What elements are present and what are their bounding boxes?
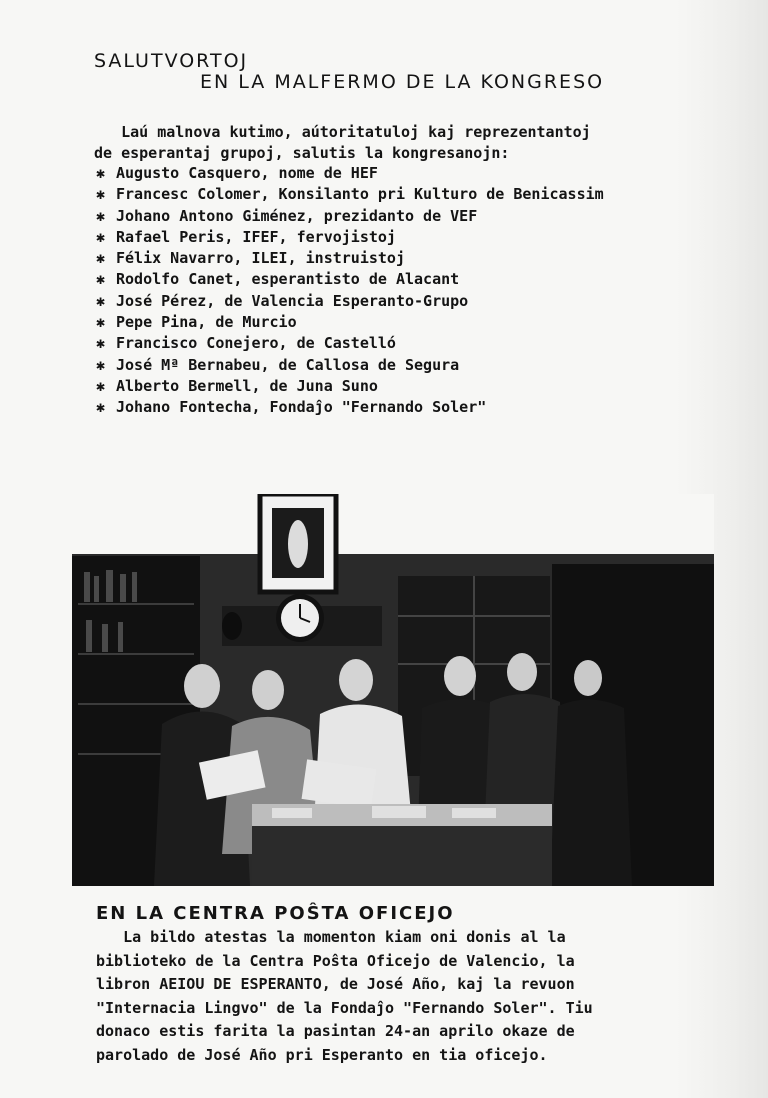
list-item: ✱ José Pérez, de Valencia Esperanto-Grupo [96,291,736,312]
asterisk-bullet-icon: ✱ [96,376,106,395]
asterisk-bullet-icon: ✱ [96,313,106,332]
asterisk-bullet-icon: ✱ [96,334,106,353]
section-heading: EN LA CENTRA POŜTA OFICEJO [96,903,455,924]
paragraph-line: "Internacia Lingvo" de la Fondaĵo "Fernando Soler". Tiu [96,998,593,1017]
list-item: ✱ Félix Navarro, ILEI, instruistoj [96,248,736,269]
group-photo-illustration [72,494,714,886]
list-item: ✱ Pepe Pina, de Murcio [96,312,736,333]
paragraph-line: La bildo atestas la momenton kiam oni donis al la [96,928,566,946]
list-item: ✱ José Mª Bernabeu, de Callosa de Segura [96,355,736,376]
paragraph-line: biblioteko de la Centra Poŝta Oficejo de Valencio, la [96,951,575,970]
list-item: ✱ Alberto Bermell, de Juna Suno [96,376,736,397]
asterisk-bullet-icon: ✱ [96,270,106,289]
list-item: ✱ Rodolfo Canet, esperantisto de Alacant [96,269,736,290]
asterisk-bullet-icon: ✱ [96,398,106,417]
page-title: SALUTVORTOJ [94,50,249,72]
greeters-list [96,163,736,419]
page-subtitle: EN LA MALFERMO DE LA KONGRESO [200,71,605,93]
asterisk-bullet-icon: ✱ [96,291,106,310]
asterisk-bullet-icon: ✱ [96,227,106,246]
asterisk-bullet-icon: ✱ [96,355,106,374]
intro-line: de esperantaj grupoj, salutis la kongresanojn: [94,144,510,162]
asterisk-bullet-icon: ✱ [96,164,106,182]
group-photo [72,494,714,886]
intro-paragraph [94,122,734,164]
list-item: ✱ Johano Antono Giménez, prezidanto de VEF [96,206,736,227]
list-item: ✱ Johano Fontecha, Fondaĵo "Fernando Soler" [96,397,736,418]
list-item: ✱ Francesc Colomer, Konsilanto pri Kulturo de Benicassim [96,184,736,205]
intro-line: Laú malnova kutimo, aútoritatuloj kaj reprezentantoj [94,123,591,141]
asterisk-bullet-icon: ✱ [96,185,106,204]
asterisk-bullet-icon: ✱ [96,249,106,268]
section-paragraph [96,926,721,1067]
paragraph-line: donaco estis farita la pasintan 24-an aprilo okaze de [96,1022,575,1040]
list-item: ✱ Augusto Casquero, nome de HEF [96,163,736,184]
asterisk-bullet-icon: ✱ [96,206,106,225]
paragraph-line: parolado de José Año pri Esperanto en tia oficejo. [96,1045,548,1064]
list-item: ✱ Francisco Conejero, de Castelló [96,333,736,354]
list-item: ✱ Rafael Peris, IFEF, fervojistoj [96,227,736,248]
paragraph-line: libron AEIOU DE ESPERANTO, de José Año, kaj la revuon [96,975,575,993]
